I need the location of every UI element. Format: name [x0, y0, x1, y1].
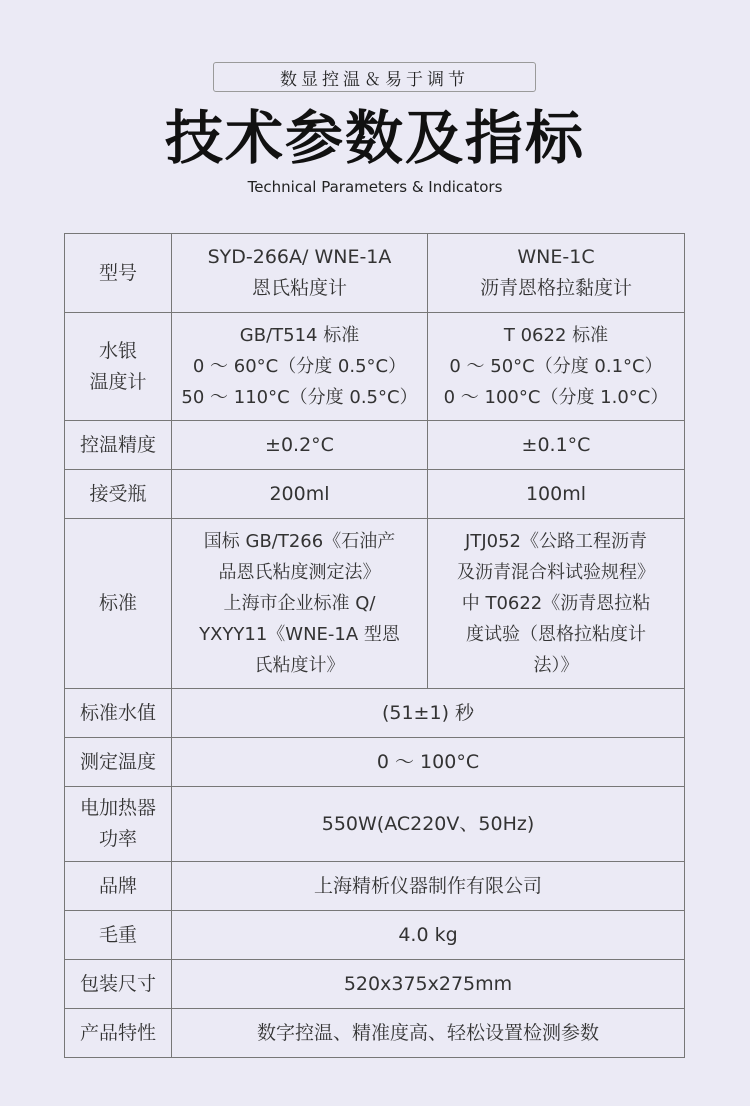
row-label: 包装尺寸 — [65, 960, 172, 1009]
row-label: 接受瓶 — [65, 470, 172, 519]
cell-brand: 上海精析仪器制作有限公司 — [172, 862, 685, 911]
table-row-accuracy — [65, 421, 685, 470]
row-label: 控温精度 — [65, 421, 172, 470]
cell-accuracy-b: ±0.1°C — [428, 421, 685, 470]
cell-test-temp: 0 ～ 100°C — [172, 738, 685, 787]
table-row-model — [65, 234, 685, 313]
table-row-water-value — [65, 689, 685, 738]
table-row-package — [65, 960, 685, 1009]
tagline-badge — [213, 62, 536, 92]
cell-standard-a: 国标 GB/T266《石油产 品恩氏粘度测定法》 上海市企业标准 Q/ YXYY11《WNE-1A 型恩 氏粘度计》 — [172, 519, 428, 689]
table-row-test-temp — [65, 738, 685, 787]
row-label: 产品特性 — [65, 1009, 172, 1058]
row-label: 毛重 — [65, 911, 172, 960]
row-label: 标准 — [65, 519, 172, 689]
cell-thermometer-b: T 0622 标准 0 ～ 50°C（分度 0.1°C） 0 ～ 100°C（分度 1.0°C） — [428, 313, 685, 421]
row-label: 品牌 — [65, 862, 172, 911]
cell-water-value: (51±1) 秒 — [172, 689, 685, 738]
row-label: 标准水值 — [65, 689, 172, 738]
table-row-brand — [65, 862, 685, 911]
cell-model-b: WNE-1C 沥青恩格拉黏度计 — [428, 234, 685, 313]
table-row-thermometer — [65, 313, 685, 421]
cell-model-a: SYD-266A/ WNE-1A 恩氏粘度计 — [172, 234, 428, 313]
cell-heater-power: 550W(AC220V、50Hz) — [172, 787, 685, 862]
tagline-text: 数显控温＆易于调节 — [280, 69, 469, 90]
page-subtitle: Technical Parameters & Indicators — [247, 178, 503, 196]
table-row-flask — [65, 470, 685, 519]
page-title: 技术参数及指标 — [164, 104, 585, 172]
cell-weight: 4.0 kg — [172, 911, 685, 960]
cell-standard-b: JTJ052《公路工程沥青 及沥青混合料试验规程》 中 T0622《沥青恩拉粘 度试验（恩格拉粘度计 法）》 — [428, 519, 685, 689]
cell-features: 数字控温、精准度高、轻松设置检测参数 — [172, 1009, 685, 1058]
cell-package: 520x375x275mm — [172, 960, 685, 1009]
row-label: 水银 温度计 — [65, 313, 172, 421]
table-row-heater-power — [65, 787, 685, 862]
cell-accuracy-a: ±0.2°C — [172, 421, 428, 470]
spec-table — [64, 233, 685, 1058]
table-row-standard — [65, 519, 685, 689]
table-row-weight — [65, 911, 685, 960]
row-label: 型号 — [65, 234, 172, 313]
cell-flask-a: 200ml — [172, 470, 428, 519]
cell-flask-b: 100ml — [428, 470, 685, 519]
row-label: 测定温度 — [65, 738, 172, 787]
table-row-features — [65, 1009, 685, 1058]
row-label: 电加热器 功率 — [65, 787, 172, 862]
cell-thermometer-a: GB/T514 标准 0 ～ 60°C（分度 0.5°C） 50 ～ 110°C（分度 0.5°C） — [172, 313, 428, 421]
